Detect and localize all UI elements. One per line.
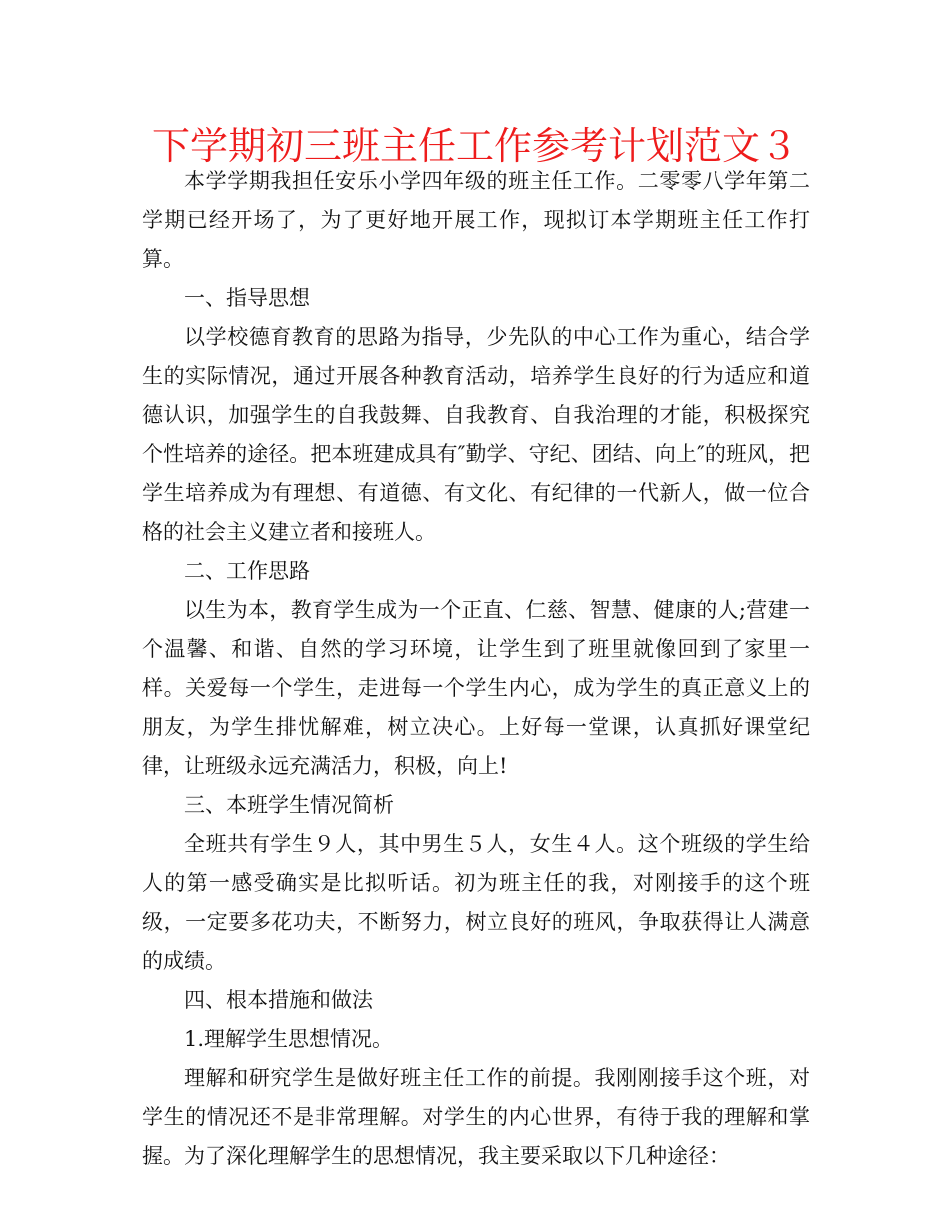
section-heading-work-approach: 二、工作思路 [184, 559, 310, 583]
document-title: 下学期初三班主任工作参考计划范文３ [151, 124, 798, 168]
paragraph-class-analysis: 全班共有学生９人，其中男生５人，女生４人。这个班级的学生给人的第一感受确实是比拟听话。初为班主任的我，对刚接手的这个班级，一定要多花功夫，不断努力，树立良好的班风，争取获得让人满意的成绩。 [142, 832, 810, 973]
paragraph-intro: 本学学期我担任安乐小学四年级的班主任工作。二零零八学年第二学期已经开场了，为了更好地开展工作，现拟订本学期班主任工作打算。 [142, 169, 810, 271]
section-heading-class-analysis: 三、本班学生情况简析 [184, 793, 394, 817]
document-body [142, 162, 810, 1176]
paragraph-understand-students: 理解和研究学生是做好班主任工作的前提。我刚刚接手这个班，对学生的情况还不是非常理解。对学生的内心世界，有待于我的理解和掌握。为了深化理解学生的思想情况，我主要采取以下几种途径： [142, 1066, 810, 1168]
subheading-understand-students: 1.理解学生思想情况。 [184, 1027, 394, 1051]
section-heading-measures: 四、根本措施和做法 [184, 988, 373, 1012]
section-heading-guiding-ideology: 一、指导思想 [184, 286, 310, 310]
paragraph-guiding-ideology: 以学校德育教育的思路为指导，少先队的中心工作为重心，结合学生的实际情况，通过开展各种教育活动，培养学生良好的行为适应和道德认识，加强学生的自我鼓舞、自我教育、自我治理的才能，积极探究个性培养的途径。把本班建成具有″勤学、守纪、团结、向上″的班风，把学生培养成为有理想、有道德、有文化、有纪律的一代新人，做一位合格的社会主义建立者和接班人。 [142, 325, 810, 544]
paragraph-work-approach: 以生为本，教育学生成为一个正直、仁慈、智慧、健康的人;营建一个温馨、和谐、自然的学习环境，让学生到了班里就像回到了家里一样。关爱每一个学生，走进每一个学生内心，成为学生的真正意义上的朋友，为学生排忧解难，树立决心。上好每一堂课，认真抓好课堂纪律，让班级永远充满活力，积极，向上! [142, 598, 810, 778]
